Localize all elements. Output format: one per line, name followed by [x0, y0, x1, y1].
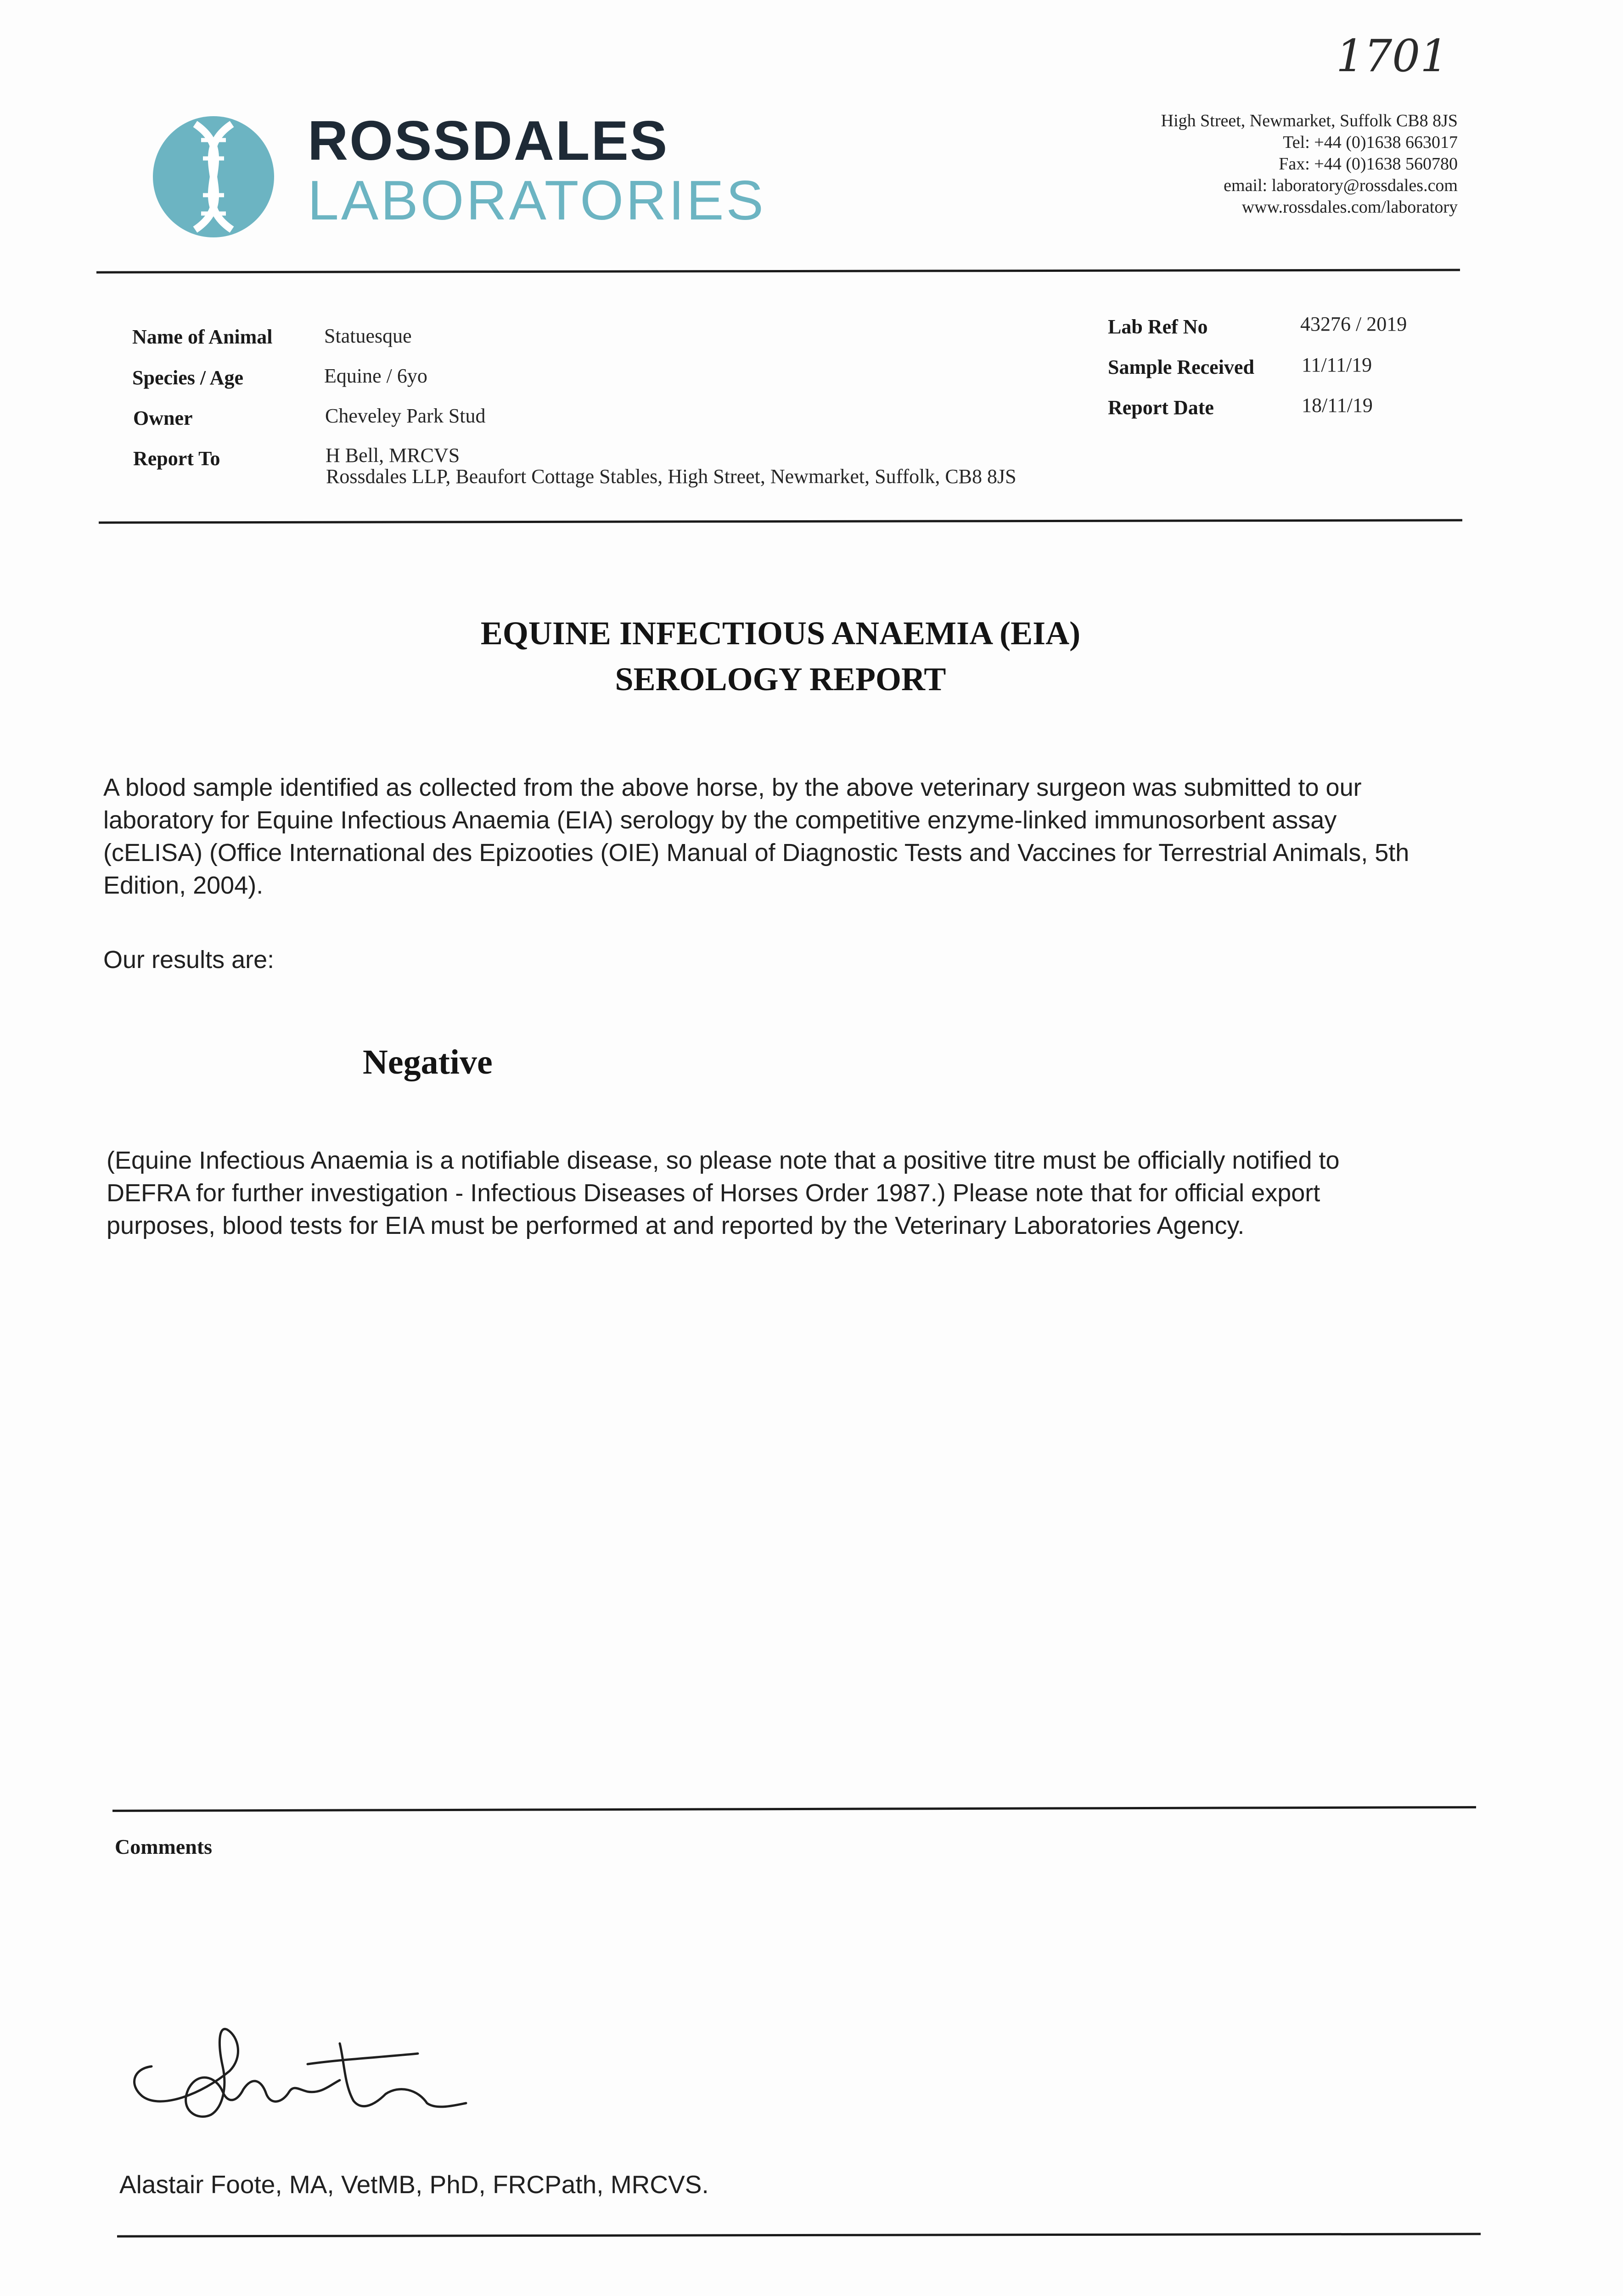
contact-fax: Fax: +44 (0)1638 560780: [1279, 154, 1458, 174]
lab-ref-label: Lab Ref No: [1108, 315, 1208, 338]
sample-received-label: Sample Received: [1108, 356, 1254, 378]
note-paragraph: [107, 1144, 1484, 1242]
signatory-name: Alastair Foote, MA, VetMB, PhD, FRCPath, MRCVS.: [119, 2170, 709, 2199]
intro-line: Edition, 2004).: [103, 872, 264, 899]
results-intro: Our results are:: [103, 946, 275, 974]
intro-line: (cELISA) (Office International des Epizooties (OIE) Manual of Diagnostic Tests and Vaccines for Terrestrial Animals, 5th: [103, 839, 1410, 867]
svg-text:1701: 1701: [1336, 30, 1449, 82]
contact-website: www.rossdales.com/laboratory: [1241, 197, 1458, 217]
dna-logo-icon: [152, 115, 275, 239]
contact-email: email: laboratory@rossdales.com: [1224, 176, 1458, 195]
note-line: purposes, blood tests for EIA must be performed at and reported by the Veterinary Laboratories Agency.: [107, 1212, 1245, 1239]
report-subtitle: SEROLOGY REPORT: [615, 661, 946, 698]
note-line: DEFRA for further investigation - Infectious Diseases of Horses Order 1987.) Please note that for official export: [107, 1179, 1320, 1207]
contact-block: [1161, 110, 1458, 218]
signature-icon: [124, 2011, 473, 2135]
species-value: Equine / 6yo: [324, 365, 427, 387]
report-to-name: H Bell, MRCVS: [326, 444, 460, 467]
owner-label: Owner: [133, 407, 193, 429]
intro-line: A blood sample identified as collected from the above horse, by the above veterinary surgeon was submitted to our: [103, 774, 1362, 801]
report-to-label: Report To: [133, 447, 220, 470]
lab-ref-value: 43276 / 2019: [1300, 313, 1407, 335]
contact-tel: Tel: +44 (0)1638 663017: [1283, 133, 1458, 152]
brand-name: ROSSDALES: [308, 109, 669, 172]
brand-subtitle: LABORATORIES: [308, 169, 766, 231]
intro-line: laboratory for Equine Infectious Anaemia (EIA) serology by the competitive enzyme-linked immunosorbent assay: [103, 806, 1337, 834]
result-value: Negative: [363, 1043, 493, 1081]
species-label: Species / Age: [132, 366, 243, 389]
comments-divider: [112, 1806, 1476, 1812]
contact-address: High Street, Newmarket, Suffolk CB8 8JS: [1161, 111, 1458, 130]
report-date-value: 18/11/19: [1302, 394, 1373, 416]
comments-label: Comments: [115, 1835, 213, 1858]
handwritten-number: [1331, 28, 1451, 83]
report-title: EQUINE INFECTIOUS ANAEMIA (EIA): [480, 615, 1081, 652]
footer-divider: [117, 2233, 1481, 2237]
intro-paragraph: [103, 771, 1481, 902]
name-value: Statuesque: [324, 325, 412, 347]
report-date-label: Report Date: [1108, 396, 1214, 419]
sample-received-value: 11/11/19: [1302, 354, 1372, 376]
header-divider: [96, 269, 1460, 273]
details-divider: [99, 519, 1462, 523]
report-to-address: Rossdales LLP, Beaufort Cottage Stables, High Street, Newmarket, Suffolk, CB8 8JS: [326, 465, 1016, 488]
note-line: (Equine Infectious Anaemia is a notifiable disease, so please note that a positive titre must be officially notified to: [107, 1147, 1340, 1174]
owner-value: Cheveley Park Stud: [325, 405, 486, 427]
name-label: Name of Animal: [132, 326, 273, 348]
